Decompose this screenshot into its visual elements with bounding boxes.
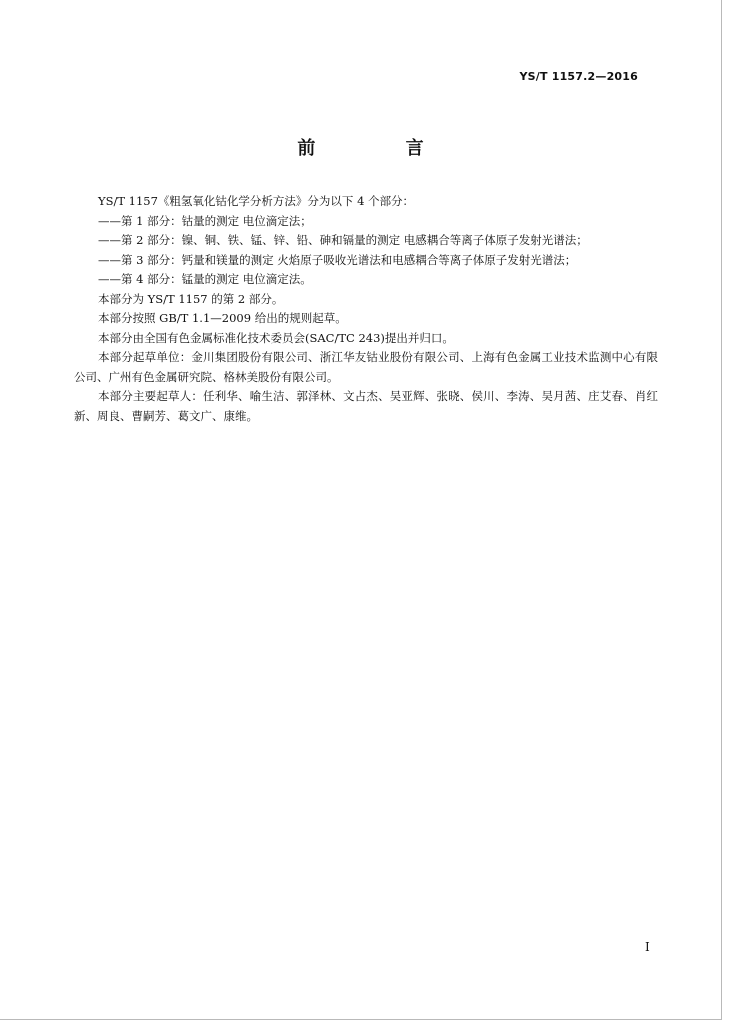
part-list-item: ——第 4 部分：锰量的测定 电位滴定法。	[98, 272, 312, 286]
part-list-item: ——第 1 部分：钴量的测定 电位滴定法；	[98, 213, 312, 228]
intro-paragraph: YS/T 1157《粗氢氧化钴化学分析方法》分为以下 4 个部分：	[98, 194, 415, 208]
page-number: I	[645, 940, 650, 954]
page-title: 前 言	[297, 138, 466, 159]
drafters-paragraph: 本部分主要起草人：任利华、喻生洁、郭泽林、文占杰、吴亚辉、张晓、侯川、李涛、吴月茜、庄艾春、肖红新、周良、曹嗣芳、葛文广、康维。	[74, 389, 658, 423]
proposed-by-paragraph: 本部分由全国有色金属标准化技术委员会(SAC/TC 243)提出并归口。	[98, 330, 454, 345]
drafting-units-paragraph: 本部分起草单位：金川集团股份有限公司、浙江华友钴业股份有限公司、上海有色金属工业技术监测中心有限公司、广州有色金属研究院、格林美股份有限公司。	[74, 350, 658, 384]
foreword-body	[74, 192, 658, 426]
standard-code: YS/T 1157.2—2016	[519, 70, 638, 83]
drafting-rules-paragraph: 本部分按照 GB/T 1.1—2009 给出的规则起草。	[98, 311, 347, 325]
this-part-paragraph: 本部分为 YS/T 1157 的第 2 部分。	[98, 291, 284, 306]
part-list-item: ——第 3 部分：钙量和镁量的测定 火焰原子吸收光谱法和电感耦合等离子体原子发射光谱法；	[98, 252, 577, 267]
part-list-item: ——第 2 部分：镍、铜、铁、锰、锌、铅、砷和镉量的测定 电感耦合等离子体原子发射光谱法；	[98, 233, 588, 247]
